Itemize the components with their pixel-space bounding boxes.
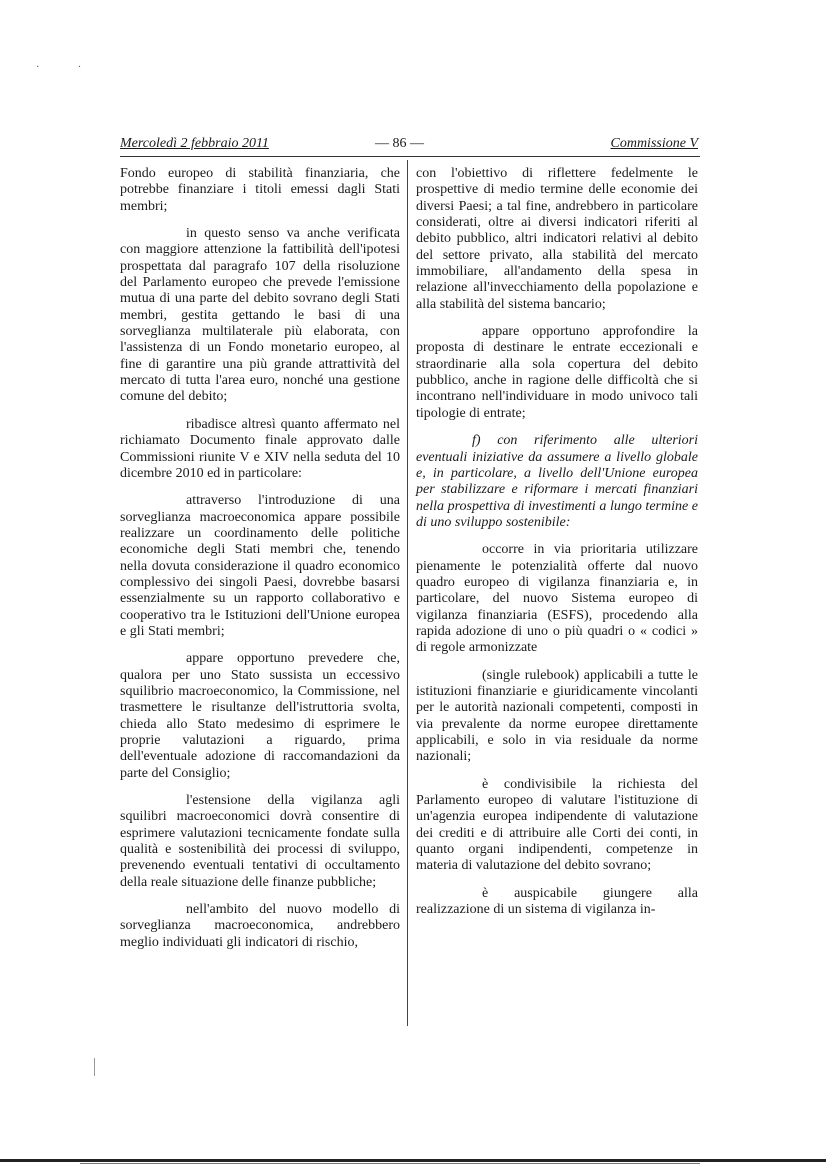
left-column xyxy=(120,166,400,962)
paragraph: appare opportuno prevedere che, qualora per uno Stato sussista un eccessivo squilibrio macroeconomico, la Commissione, nel trasmettere le risultanze dell'istruttoria svolta, chieda allo Stato medesimo di esprimere le proprie valutazioni a riguardo, prima dell'eventuale adozione di raccomandazioni da parte del Consiglio; xyxy=(120,651,400,781)
paragraph: appare opportuno approfondire la proposta di destinare le entrate eccezionali e straordinarie alla sola copertura del debito pubblico, anche in ragione delle difficoltà che si incontrano nell'individuare in modo univoco tali tipologie di entrate; xyxy=(416,324,698,421)
paragraph: attraverso l'introduzione di una sorveglianza macroeconomica appare possibile realizzare un coordinamento delle politiche economiche degli Stati membri che, tenendo nella dovuta considerazione il quadro economico complessivo dei singoli Paesi, dovrebbe basarsi essenzialmente su un rapporto collaborativo e cooperativo tra le Istituzioni dell'Unione europea e gli Stati membri; xyxy=(120,493,400,639)
column-divider xyxy=(407,160,408,1026)
paragraph-italic xyxy=(416,433,698,531)
paragraph: in questo senso va anche verificata con maggiore attenzione la fattibilità dell'ipotesi prospettata dal paragrafo 107 della risoluzione del Parlamento europeo che prevede l'emissione mutua di una parte del debito sovrano degli Stati membri, gestita gettando le basi di una sorveglianza multilaterale più elaborata, con l'assistenza di un Fondo monetario europeo, al fine di garantire una più grande attrattività del mercato di tutta l'area euro, nonché una gestione comune del debito; xyxy=(120,226,400,405)
footer-rule-thin xyxy=(80,1163,700,1164)
paragraph: con l'obiettivo di riflettere fedelmente le prospettive di medio termine delle economie dei diversi Paesi; a tal fine, andrebbero in particolare considerati, oltre ai diversi indicatori riferiti al debito pubblico, altri indicatori relativi al debito del settore privato, alla stabilità del mercato immobiliare, all'andamento della spesa in relazione all'invecchiamento della popolazione e alla stabilità del sistema bancario; xyxy=(416,166,698,312)
paragraph: (single rulebook) applicabili a tutte le istituzioni finanziarie e giuridicamente vincolanti per le autorità nazionali competenti, composti in via prevalente da norme europee direttamente applicabili, e solo in via residuale da norme nazionali; xyxy=(416,667,698,765)
footer-rule xyxy=(0,1159,826,1162)
paragraph: l'estensione della vigilanza agli squilibri macroeconomici dovrà consentire di esprimere valutazioni tecnicamente fondate sulla qualità e sostenibilità dei processi di sviluppo, prevenendo eventuali tentativi di occultamento della reale situazione delle finanze pubbliche; xyxy=(120,793,400,890)
paragraph: ribadisce altresì quanto affermato nel richiamato Documento finale approvato dalle Commissioni riunite V e XIV nella seduta del 10 dicembre 2010 ed in particolare: xyxy=(120,416,400,481)
paragraph: Fondo europeo di stabilità finanziaria, che potrebbe finanziare i titoli emessi dagli Stati membri; xyxy=(120,166,400,214)
paragraph: è condivisibile la richiesta del Parlamento europeo di valutare l'istituzione di un'agenzia europea indipendente di valutazione dei crediti e di attribuire alle Corti dei conti, in quanto organi indipendenti, competenze in materia di valutazione del debito sovrano; xyxy=(416,776,698,874)
italic-text: f) con riferimento alle ulteriori eventuali iniziative da assumere a livello globale e, in particolare, a livello dell'Unione europea per stabilizzare e riformare i mercati finanziari nella prospettiva di investimenti a lungo termine e di uno sviluppo sostenibile: xyxy=(416,433,698,530)
page-number: — 86 — xyxy=(375,136,424,151)
page-header xyxy=(120,136,698,156)
paragraph: è auspicabile giungere alla realizzazione di un sistema di vigilanza in- xyxy=(416,885,698,918)
header-commission: Commissione V xyxy=(610,136,698,151)
right-column xyxy=(416,166,698,929)
header-date: Mercoledì 2 febbraio 2011 xyxy=(120,136,269,151)
paragraph: occorre in via prioritaria utilizzare pienamente le potenzialità offerte dal nuovo quadro europeo di vigilanza finanziaria e, in particolare, del nuovo Sistema europeo di vigilanza finanziaria (ESFS), procedendo alla rapida adozione di uno o più quadri o « codici » di regole armonizzate xyxy=(416,542,698,656)
paragraph: nell'ambito del nuovo modello di sorveglianza macroeconomica, andrebbero meglio individuati gli indicatori di rischio, xyxy=(120,902,400,950)
header-rule xyxy=(120,156,700,157)
margin-mark xyxy=(94,1058,95,1076)
scan-specks: · · xyxy=(36,62,100,73)
